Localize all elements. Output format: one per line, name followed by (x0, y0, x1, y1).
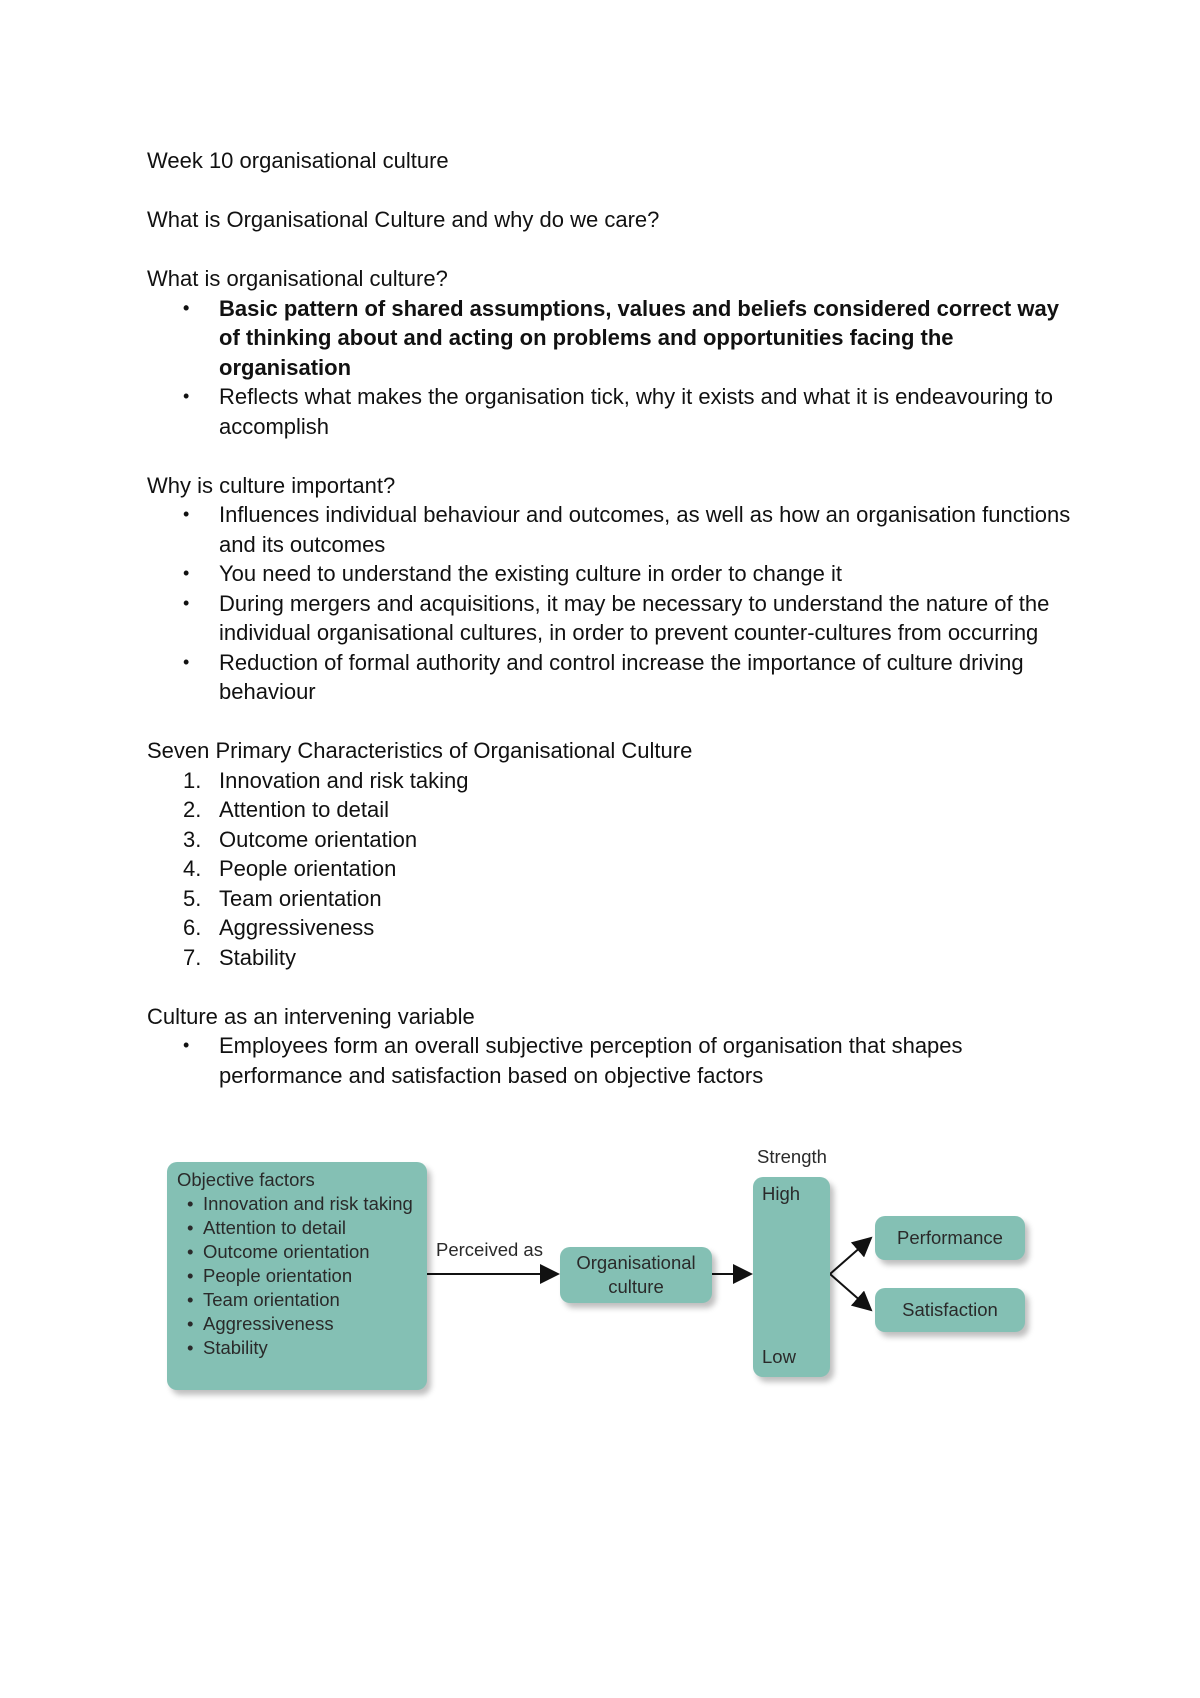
list-item: • Employees form an overall subjective perception of organisation that shapes performance and satisfaction based on objective factors (147, 1031, 1077, 1090)
list-item (147, 854, 1077, 884)
performance-box: Performance (875, 1216, 1025, 1260)
list-item: • Influences individual behaviour and outcomes, as well as how an organisation functions and its outcomes (147, 500, 1077, 559)
list-text: Attention to detail (219, 797, 390, 822)
list-number: 7. (183, 944, 202, 970)
document-title: Week 10 organisational culture (147, 148, 449, 173)
list-item: • Reflects what makes the organisation tick, why it exists and what it is endeavouring to accomplish (147, 382, 1077, 441)
list-item: • During mergers and acquisitions, it may be necessary to understand the nature of the individual organisational cultures, in order to prevent counter-cultures from occurring (147, 589, 1077, 648)
list-number: 2. (183, 797, 202, 822)
intervening-list (147, 1031, 1077, 1090)
strength-label: Strength (757, 1146, 827, 1167)
low-label: Low (762, 1346, 796, 1367)
section-question: What is Organisational Culture and why do we care? (147, 207, 660, 232)
list-item: • Basic pattern of shared assumptions, values and beliefs considered correct way of thinking about and acting on problems and opportunities facing the organisation (147, 294, 1077, 383)
list-item: • Attention to detail (177, 1216, 417, 1240)
list-number: 3. (183, 826, 202, 852)
list-item: • Reduction of formal authority and control increase the importance of culture driving behaviour (147, 648, 1077, 707)
seven-characteristics-list (147, 766, 1077, 973)
list-item: • Innovation and risk taking (177, 1192, 417, 1216)
list-text: Aggressiveness (219, 915, 375, 940)
intervening-heading: Culture as an intervening variable (147, 1003, 475, 1029)
objective-factors-title: Objective factors (177, 1169, 315, 1190)
list-text: Stability (219, 944, 297, 970)
list-number: 1. (183, 767, 202, 793)
list-item (147, 943, 1077, 973)
list-item (147, 795, 1077, 825)
list-item (147, 766, 1077, 796)
list-number: 4. (183, 856, 202, 881)
why-important-list (147, 500, 1077, 707)
list-item: • People orientation (177, 1264, 417, 1288)
list-text: Outcome orientation (219, 826, 418, 852)
high-label: High (762, 1183, 801, 1204)
list-item: • Team orientation (177, 1288, 417, 1312)
satisfaction-arrow (830, 1274, 871, 1310)
list-item (147, 825, 1077, 855)
seven-characteristics-heading: Seven Primary Characteristics of Organisational Culture (147, 738, 693, 763)
satisfaction-box: Satisfaction (875, 1288, 1025, 1332)
list-item (147, 913, 1077, 943)
objective-factors-list (177, 1192, 417, 1360)
list-text: People orientation (219, 856, 397, 881)
organisational-culture-box: Organisational culture (560, 1247, 712, 1303)
list-text: Team orientation (219, 885, 382, 911)
list-item: • Outcome orientation (177, 1240, 417, 1264)
culture-intervening-diagram (150, 1140, 1050, 1400)
why-important-heading: Why is culture important? (147, 472, 396, 498)
list-item: • Aggressiveness (177, 1312, 417, 1336)
list-number: 5. (183, 885, 202, 911)
perceived-as-label: Perceived as (436, 1239, 543, 1260)
performance-arrow (830, 1238, 871, 1274)
list-item: • You need to understand the existing culture in order to change it (147, 559, 1077, 589)
list-number: 6. (183, 915, 202, 940)
what-is-list (147, 294, 1077, 442)
list-item: • Stability (177, 1336, 417, 1360)
document-body (147, 146, 1077, 1090)
list-item (147, 884, 1077, 914)
objective-factors-box (167, 1162, 427, 1390)
what-is-heading: What is organisational culture? (147, 266, 448, 291)
list-text: Innovation and risk taking (219, 767, 469, 793)
